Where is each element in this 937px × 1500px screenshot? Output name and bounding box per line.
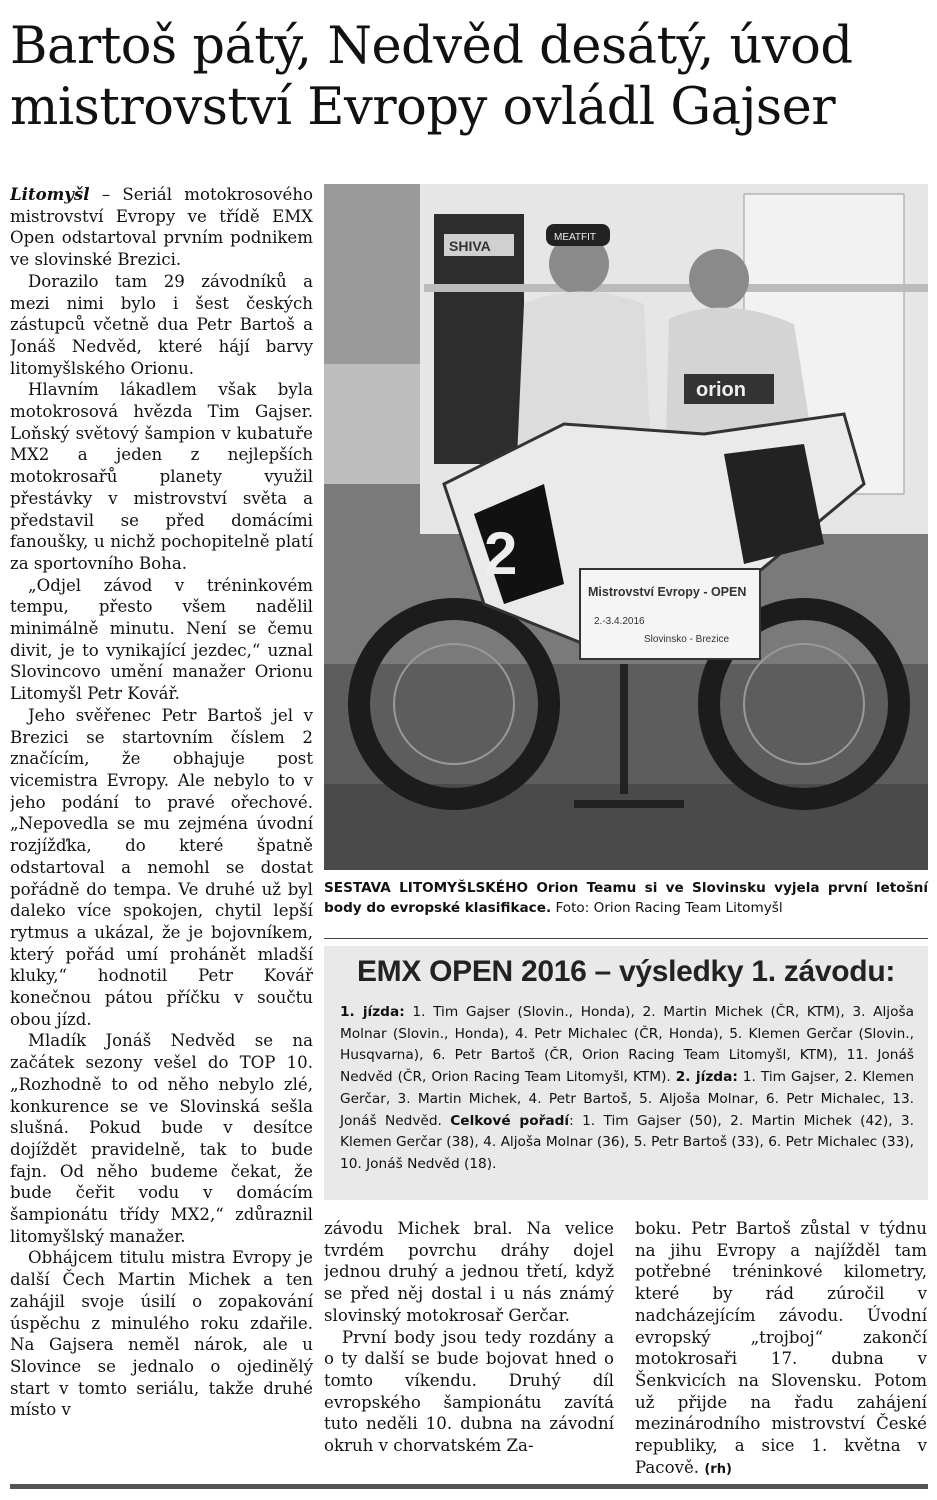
photo-credit: Foto: Orion Racing Team Litomyšl <box>551 900 783 916</box>
race1-label: 1. jízda: <box>340 1004 405 1020</box>
sign-title: Mistrovství Evropy - OPEN <box>588 585 747 599</box>
photo-caption <box>324 878 928 918</box>
article-paragraph: Dorazilo tam 29 závodníků a mezi nimi bylo i šest českých zástupců včetně dua Petr Bartoš a Jonáš Nedvěd, které hájí barvy litomyšlského Orionu. <box>10 271 313 378</box>
dateline-place: Litomyšl <box>10 184 90 204</box>
photo-illustration <box>324 184 928 870</box>
sign-place: Slovinsko - Brezice <box>644 634 730 645</box>
overall-results: : 1. Tim Gajser (50), 2. Martin Michek (42), 3. Klemen Gerčar (38), 4. Aljoša Molnar (36), 5. Petr Bartoš (33), 6. Petr Michalec (33), 10. Jonáš Nedvěd (18). <box>340 1112 914 1172</box>
article-paragraph: Jeho svěřenec Petr Bartoš jel v Brezici se startovním číslem 2 značícím, že obhajuje post vicemistra Evropy. Ale nebylo to v jeho podání to pravé ořechové. „Nepovedla se mu zejména úvodní rozjížďka, do které špatně odstartoval a nemohl se dostat pořádně do tempa. Ve druhé už byl daleko více spokojen, chytil lepší rytmus a ukázal, že je bojovníkem, který pořád umí prohánět mladší kluky,“ hodnotil Petr Kovář konečnou pátou příčku v součtu obou jízd. <box>10 705 313 1029</box>
article-paragraph: Litomyšl – Seriál motokrosového mistrovství Evropy ve třídě EMX Open odstartoval prvním podnikem ve slovinské Brezici. <box>10 184 313 270</box>
race2-results: 1. Tim Gajser, 2. Klemen Gerčar, 3. Martin Michek, 4. Petr Bartoš, 5. Aljoša Molnar, 6. Petr Michalec, 13. Jonáš Nedvěd. <box>340 1069 915 1129</box>
article-paragraph: boku. Petr Bartoš zůstal v týdnu na jihu Evropy a najížděl tam potřebné tréninkové kilometry, které by rád zúročil v nadcházejícím závodu. Úvodní evropský „trojboj“ zakončí motokrosaři 17. dubna v Šenkvicích na Slovensku. Potom už přijde na řadu zahájení mezinárodního mistrovství České republiky, a sice 1. května v Pacově. (rh) <box>635 1219 927 1477</box>
article-paragraph: První body jsou tedy rozdány a o ty další se bude bojovat hned o tomto víkendu. Druhý díl evropského šampionátu zavítá tuto neděli 10. dubna na závodní okruh v chorvatském Za- <box>324 1327 614 1456</box>
overall-label: Celkové pořadí <box>450 1112 570 1129</box>
bike-number: 2 <box>484 520 518 587</box>
article-column-3 <box>635 1218 927 1478</box>
article-paragraph: Hlavním lákadlem však byla motokrosová hvězda Tim Gajser. Loňský světový šampion v kubatuře MX2 a jeden z nejlepších motokrosařů planety využil přestávky v mistrovství světa a představil se před domácími fanoušky, u nichž pochopitelně platí za sportovního Boha. <box>10 380 313 573</box>
divider <box>324 938 928 939</box>
headline: Bartoš pátý, Nedvěd desátý, úvod mistrovství Evropy ovládl Gajser <box>10 17 853 137</box>
team-photo <box>324 184 928 870</box>
race2-label: 2. jízda: <box>675 1069 738 1086</box>
banner-brand: SHIVA <box>449 238 491 254</box>
byline: (rh) <box>704 1461 732 1477</box>
article-column-2 <box>324 1218 614 1478</box>
cap-text: MEATFIT <box>554 232 597 243</box>
article-paragraph: „Odjel závod v tréninkovém tempu, přesto všem nadělil minimálně minutu. Není se čemu divit, je to vynikající jezdec,“ uznal Slovincovo umění manažer Orionu Litomyšl Petr Kovář. <box>10 575 313 704</box>
article-paragraph: závodu Michek bral. Na velice tvrdém povrchu dráhy dojel jednou druhý a jednou třetí, když se před něj dostal i u nás známý slovinský motokrosař Gerčar. <box>324 1219 614 1325</box>
race1-results: 1. Tim Gajser (Slovin., Honda), 2. Martin Michek (ČR, KTM), 3. Aljoša Molnar (Slovin., Honda), 4. Petr Michalec (ČR, Honda), 5. Klemen Gerčar (Slovin., Husqvarna), 6. Petr Bartoš (ČR, Orion Racing Team Litomyšl, KTM), 11. Jonáš Nedvěd (ČR, Orion Racing Team Litomyšl, KTM). <box>340 1004 914 1086</box>
results-title: EMX OPEN 2016 – výsledky 1. závodu: <box>356 955 896 988</box>
caption-lead: SESTAVA LITOMYŠLSKÉHO <box>324 880 529 896</box>
article-paragraph: Obhájcem titulu mistra Evropy je další Čech Martin Michek a ten zahájil svoje úsilí o zopakování úspěchu z minulého roku zdařile. Na Gajsera neměl nárok, ale u Slovince se jednalo o ojedinělý start v tomto seriálu, takže druhé místo v <box>10 1248 313 1420</box>
caption-text: Orion Teamu si ve Slovinsku vyjela první letošní body do evropské klasifikace. <box>324 880 928 916</box>
article-paragraph: Mladík Jonáš Nedvěd se na začátek sezony vešel do TOP 10. „Rozhodně to od něho nebylo zlé, konkurence se ve Slovinská sešla slušná. Pokud bude v desítce dojíždět pravidelně, tak to bude fajn. Od něho budeme čekat, že bude čeřit vodu v domácím šampionátu třídy MX2,“ zdůraznil litomyšlský manažer. <box>10 1031 313 1246</box>
results-box <box>324 946 928 1200</box>
bottom-rule <box>10 1484 928 1489</box>
sign-date: 2.-3.4.2016 <box>594 616 645 627</box>
article-column-1 <box>10 184 313 1479</box>
sponsor-logo: orion <box>696 379 746 401</box>
results-body <box>340 1002 914 1176</box>
